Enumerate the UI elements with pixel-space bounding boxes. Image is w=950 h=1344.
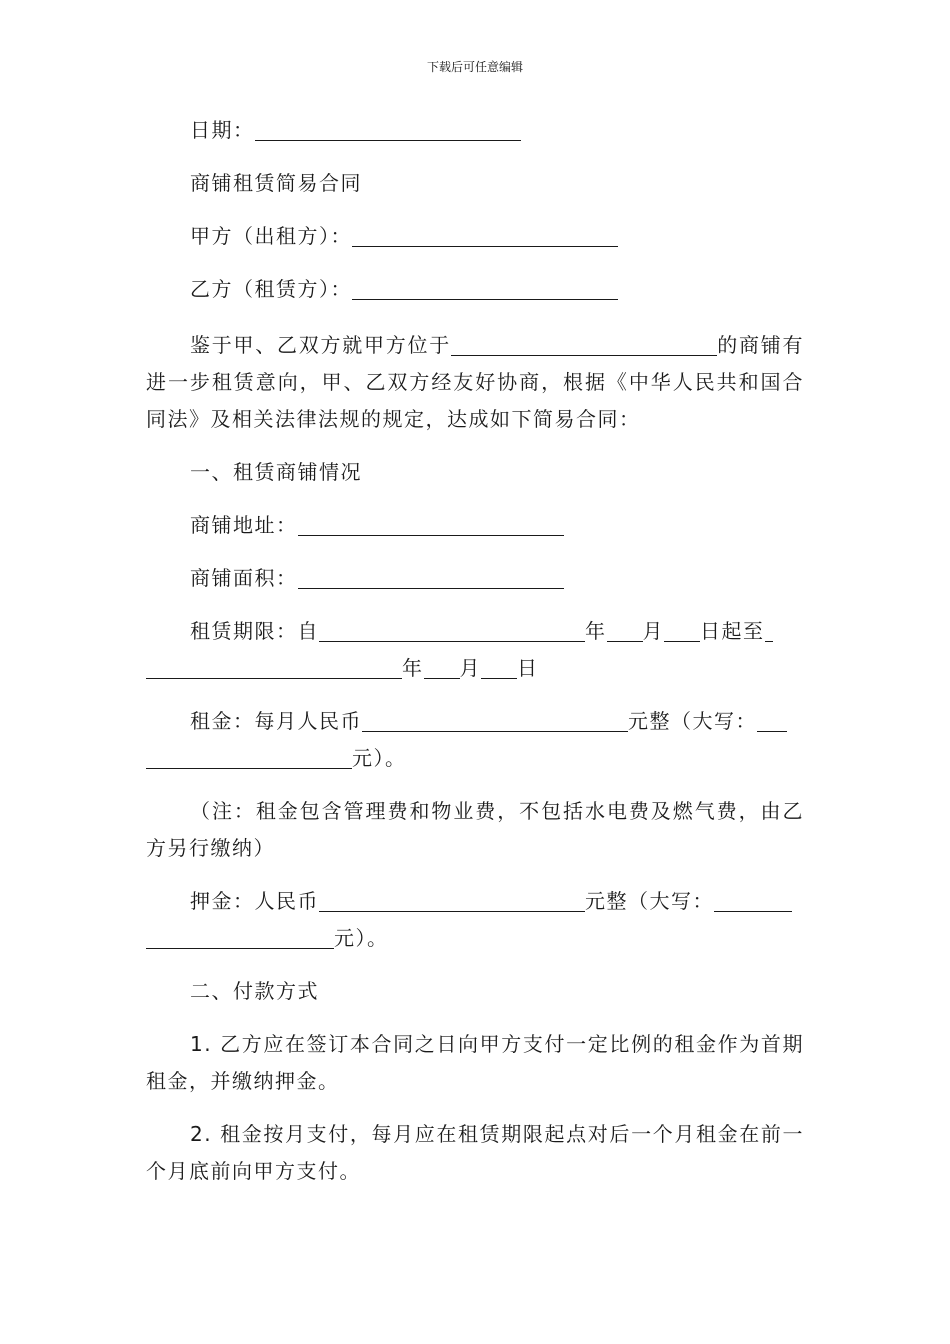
shop-address-blank xyxy=(298,509,564,536)
payment-item-2: 2. 租金按月支付，每月应在租赁期限起点对后一个月租金在前一个月底前向甲方支付。 xyxy=(146,1122,804,1183)
start-month-blank xyxy=(607,615,643,642)
end-year-blank-tail xyxy=(765,615,773,642)
lease-year2-text: 年 xyxy=(402,656,424,680)
lease-year-text: 年 xyxy=(585,619,607,643)
rent-note: （注：租金包含管理费和物业费，不包括水电费及燃气费，由乙方另行缴纳） xyxy=(146,799,804,860)
preamble xyxy=(146,327,804,438)
date-label: 日期： xyxy=(190,118,255,142)
header-note: 下载后可任意编辑 xyxy=(426,60,523,74)
end-day-blank xyxy=(481,652,517,679)
rent-amount-blank xyxy=(362,705,628,732)
party-b-line xyxy=(146,271,804,308)
start-day-blank xyxy=(664,615,700,642)
shop-address-label: 商铺地址： xyxy=(190,513,298,537)
preamble-part2: 的商铺有进一步租赁意向，甲、乙双方经友好协商，根据《中华人民共和国合同法》及相关法律法规的规定，达成如下简易合同： xyxy=(146,333,804,431)
rent-mid-text: 元整（大写： xyxy=(628,709,757,733)
deposit-mid-text: 元整（大写： xyxy=(585,889,714,913)
document-title: 商铺租赁简易合同 xyxy=(190,171,362,195)
date-line xyxy=(146,112,804,149)
deposit-end-text: 元）。 xyxy=(334,926,389,950)
deposit-words-blank-tail xyxy=(714,885,792,912)
end-month-blank xyxy=(424,652,460,679)
start-year-blank xyxy=(319,615,585,642)
lease-month2-text: 月 xyxy=(459,656,481,680)
shop-area-line xyxy=(146,560,804,597)
deposit-amount-blank xyxy=(319,885,585,912)
shop-address-line xyxy=(146,507,804,544)
rent-words-blank xyxy=(146,742,352,769)
rent-words-blank-tail xyxy=(757,705,787,732)
party-a-line xyxy=(146,218,804,255)
lease-term-line xyxy=(146,613,804,687)
party-b-label: 乙方（租赁方）： xyxy=(190,277,352,301)
payment-item-1: 1. 乙方应在签订本合同之日向甲方支付一定比例的租金作为首期租金，并缴纳押金。 xyxy=(146,1032,804,1093)
lease-term-label: 租赁期限：自 xyxy=(190,619,319,643)
preamble-part1: 鉴于甲、乙双方就甲方位于 xyxy=(190,333,451,357)
lease-from-text: 日起至 xyxy=(700,619,765,643)
end-year-blank xyxy=(146,652,402,679)
location-blank xyxy=(451,329,717,356)
section2-title: 二、付款方式 xyxy=(190,979,319,1003)
rent-line xyxy=(146,703,804,777)
shop-area-label: 商铺面积： xyxy=(190,566,298,590)
rent-label: 租金：每月人民币 xyxy=(190,709,362,733)
lease-day2-text: 日 xyxy=(517,656,539,680)
section1-title: 一、租赁商铺情况 xyxy=(190,460,362,484)
rent-end-text: 元）。 xyxy=(352,746,407,770)
document-body xyxy=(146,112,804,1206)
deposit-label: 押金：人民币 xyxy=(190,889,319,913)
date-blank xyxy=(255,114,521,141)
deposit-line xyxy=(146,883,804,957)
party-a-blank xyxy=(352,220,618,247)
shop-area-blank xyxy=(298,562,564,589)
party-b-blank xyxy=(352,273,618,300)
deposit-words-blank xyxy=(146,922,334,949)
party-a-label: 甲方（出租方）： xyxy=(190,224,352,248)
lease-month-text: 月 xyxy=(642,619,664,643)
